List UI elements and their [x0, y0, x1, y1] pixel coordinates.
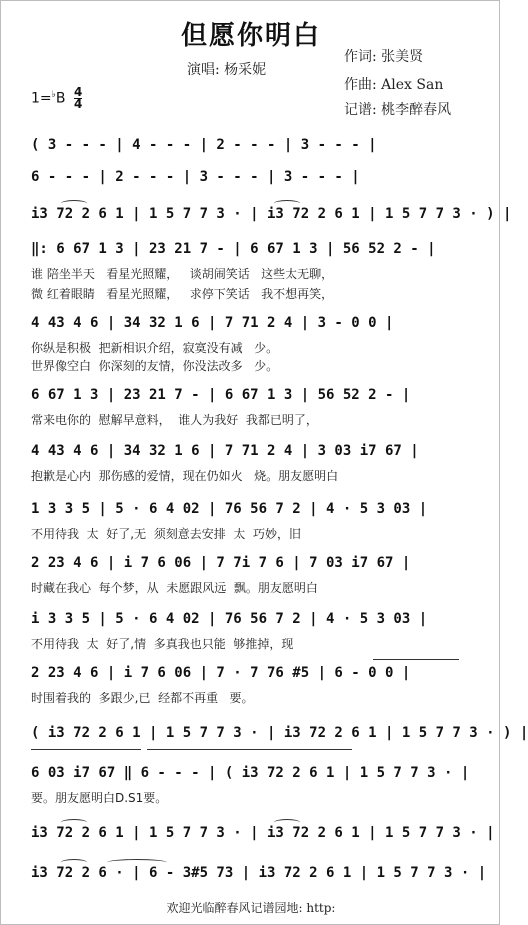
singer-credit: 演唱: 杨采妮 [187, 62, 267, 78]
slur-mark [61, 200, 87, 207]
lyric-line-6: 常来电你的 慰解早意料， 谁人为我好 我都已明了， [31, 413, 318, 427]
time-signature [74, 87, 82, 110]
score-line-1: ( 3 - - - | 4 - - - | 2 - - - | 3 - - - | [31, 137, 377, 153]
footer-text: 欢迎光临醉春风记谱园地: http: [166, 901, 336, 915]
score-line-9: 2 23 4 6 | i 7 6 06 | 7 7i 7 6 | 7 03 i7 67 | [31, 555, 411, 571]
lyric-line-13: 要。朋友愿明白D.S1要。 [31, 791, 168, 805]
flat-symbol: ♭ [51, 89, 56, 100]
slur-mark [274, 200, 300, 207]
score-line-13: 6 03 i7 67 ‖ 6 - - - | ( i3 72 2 6 1 | 1 5 7 7 3 · | [31, 765, 470, 781]
score-line-11: 2 23 4 6 | i 7 6 06 | 7 · 7 76 #5 | 6 - 0 0 | [31, 665, 411, 681]
composer-credit: 作曲: Alex San [344, 77, 444, 93]
lyric-line-11: 时围着我的 多跟少,已 经都不再重 要。 [31, 691, 254, 705]
slur-mark [61, 859, 87, 866]
score-line-8: 1 3 3 5 | 5 · 6 4 02 | 76 56 7 2 | 4 · 5 3 03 | [31, 501, 428, 517]
volta-bracket [31, 749, 141, 750]
score-line-3: i3 72 2 6 1 | 1 5 7 7 3 · | i3 72 2 6 1 | 1 5 7 7 3 · ) | [31, 206, 512, 222]
score-line-2: 6 - - - | 2 - - - | 3 - - - | 3 - - - | [31, 169, 360, 185]
lyricist-credit: 作词: 张美贤 [344, 49, 424, 65]
score-line-7: 4 43 4 6 | 34 32 1 6 | 7 71 2 4 | 3 03 i7 67 | [31, 443, 419, 459]
lyric-line-7: 抱歉是心内 那伤感的爱情，现在仍如火 烧。朋友愿明白 [31, 469, 339, 483]
time-signature-top: 4 [73, 85, 83, 99]
score-line-12: ( i3 72 2 6 1 | 1 5 7 7 3 · | i3 72 2 6 1 | 1 5 7 7 3 · ) | [31, 725, 528, 741]
score-line-5: 4 43 4 6 | 34 32 1 6 | 7 71 2 4 | 3 - 0 0 | [31, 315, 394, 331]
slur-mark [274, 819, 300, 826]
volta-bracket [373, 659, 459, 660]
time-signature-bottom: 4 [73, 97, 83, 111]
song-title: 但愿你明白 [180, 21, 321, 51]
key-prefix: 1= [31, 90, 52, 107]
score-line-14: i3 72 2 6 1 | 1 5 7 7 3 · | i3 72 2 6 1 | 1 5 7 7 3 · | [31, 825, 495, 841]
lyric-line-5b: 世界像空白 你深刻的友情，你没法改多 少。 [31, 359, 279, 373]
score-line-4: ‖: 6 67 1 3 | 23 21 7 - | 6 67 1 3 | 56 52 2 - | [31, 241, 436, 257]
lyric-line-9: 时藏在我心 每个梦，从 未愿跟风远 飘。朋友愿明白 [31, 581, 318, 595]
tie-mark [107, 859, 167, 866]
score-line-6: 6 67 1 3 | 23 21 7 - | 6 67 1 3 | 56 52 2 - | [31, 387, 411, 403]
score-line-10: i 3 3 5 | 5 · 6 4 02 | 76 56 7 2 | 4 · 5 3 03 | [31, 611, 428, 627]
lyric-line-8: 不用待我 太 好了,无 须刻意去安排 太 巧妙，旧 [31, 527, 301, 541]
score-line-15: i3 72 2 6 · | 6 - 3#5 73 | i3 72 2 6 1 | 1 5 7 7 3 · | [31, 865, 487, 881]
volta-bracket [147, 749, 352, 750]
lyric-line-5a: 你纵是积极 把新相识介绍，寂寞没有减 少。 [31, 341, 279, 355]
slur-mark [61, 819, 87, 826]
lyric-line-10: 不用待我 太 好了,情 多真我也只能 够推掉，现 [31, 637, 294, 651]
lyric-line-4a: 谁 陪坐半天 看星光照耀， 谈胡闹笑话 这些太无聊， [31, 267, 334, 281]
key-signature [31, 87, 82, 110]
lyric-line-4b: 微 红着眼睛 看星光照耀， 求停下笑话 我不想再笑， [31, 287, 334, 301]
transcriber-credit: 记谱: 桃李醉春风 [344, 102, 452, 118]
key-note: B [55, 90, 66, 107]
